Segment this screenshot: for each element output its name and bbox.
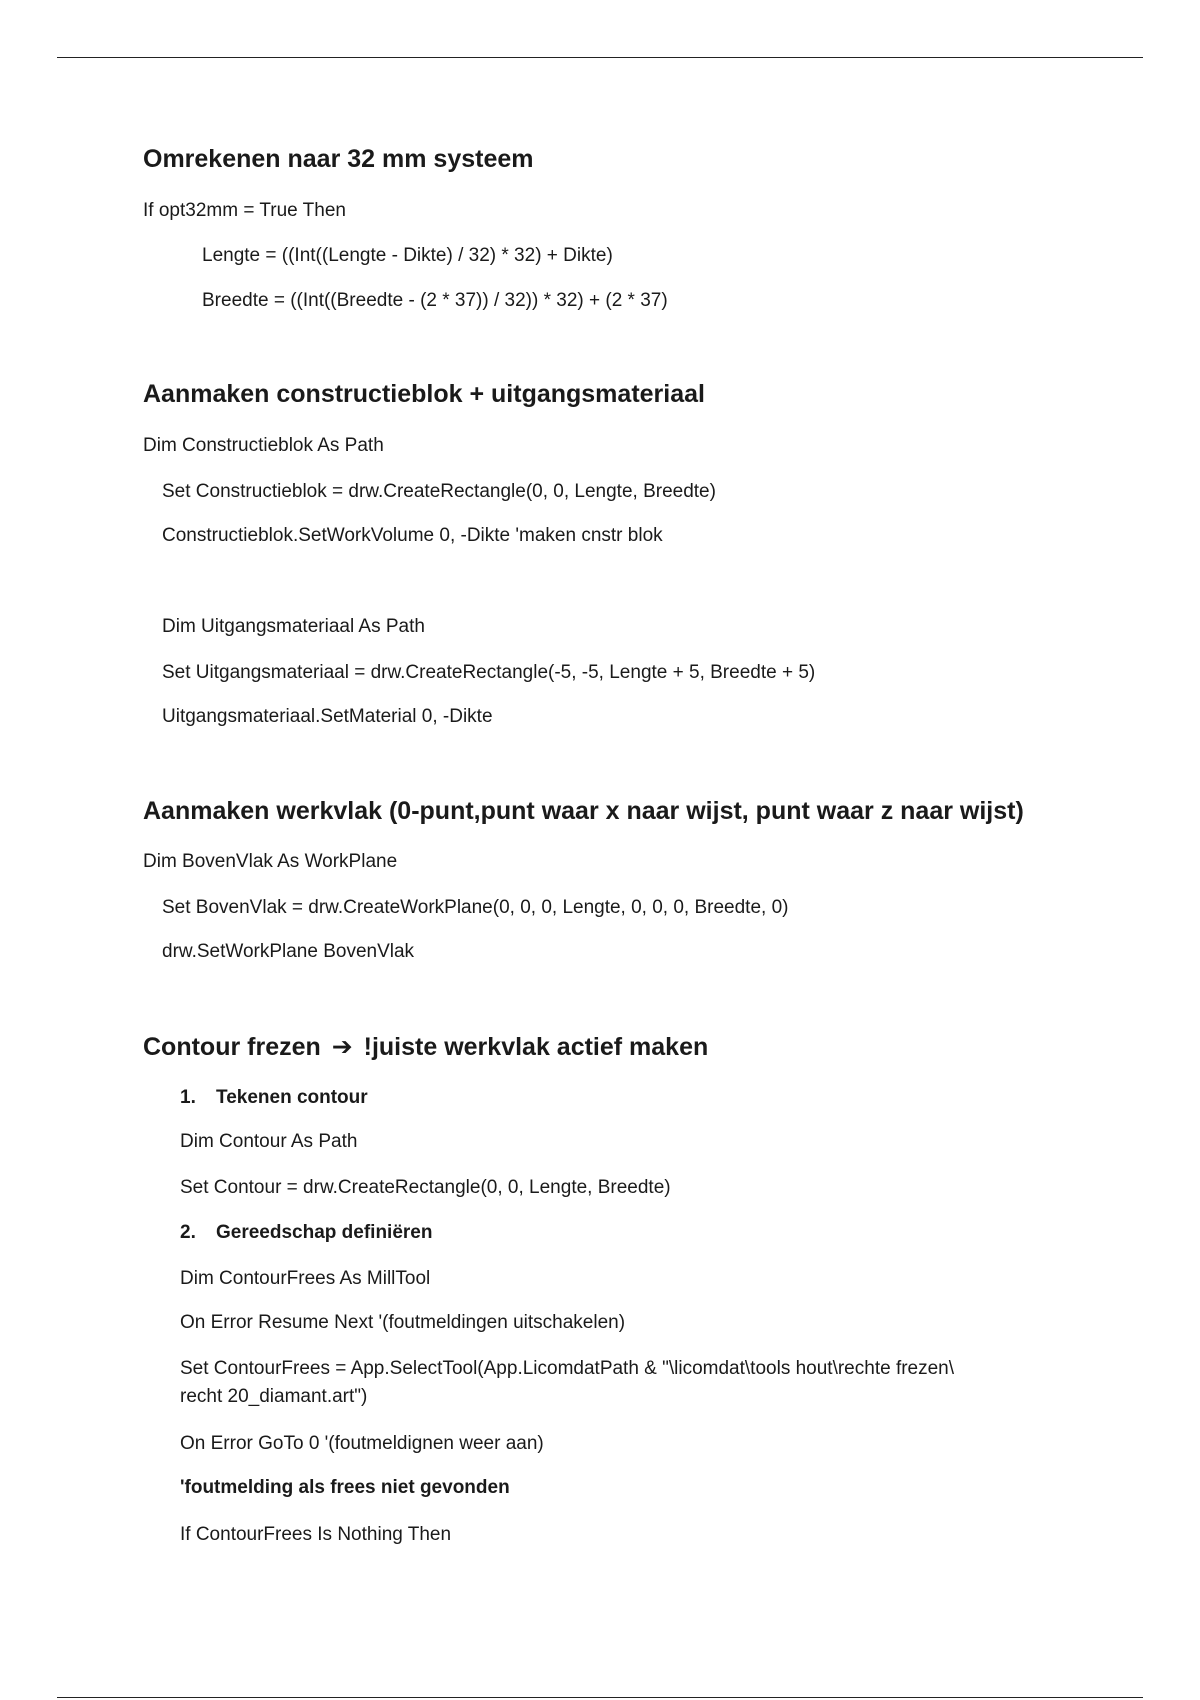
code-line: If opt32mm = True Then — [143, 200, 346, 221]
heading-text-end: !juiste werkvlak actief maken — [363, 1033, 709, 1061]
code-line: Lengte = ((Int((Lengte - Dikte) / 32) * 32) + Dikte) — [202, 245, 613, 266]
code-line: Set BovenVlak = drw.CreateWorkPlane(0, 0, 0, Lengte, 0, 0, 0, Breedte, 0) — [162, 897, 789, 918]
code-line: Constructieblok.SetWorkVolume 0, -Dikte 'maken cnstr blok — [162, 525, 663, 546]
footer-rule — [57, 1697, 1143, 1698]
step-heading-tekenen-contour — [180, 1087, 368, 1109]
step-number: 2. — [180, 1222, 196, 1243]
step-title: Gereedschap definiëren — [216, 1222, 433, 1243]
header-rule — [57, 57, 1143, 58]
code-line: recht 20_diamant.art") — [180, 1386, 368, 1407]
code-line: Dim ContourFrees As MillTool — [180, 1268, 431, 1289]
section-heading-werkvlak: Aanmaken werkvlak (0-punt,punt waar x naar wijst, punt waar z naar wijst) — [143, 797, 1024, 825]
arrow-right-icon: ➔ — [331, 1033, 353, 1061]
code-comment: 'foutmelding als frees niet gevonden — [180, 1477, 510, 1498]
step-number: 1. — [180, 1087, 196, 1108]
section-heading-contour-frezen — [143, 1032, 708, 1062]
code-line: On Error Resume Next '(foutmeldingen uitschakelen) — [180, 1312, 626, 1333]
section-heading-constructieblok: Aanmaken constructieblok + uitgangsmateriaal — [143, 380, 705, 408]
heading-text-start: Contour frezen — [143, 1033, 321, 1061]
code-line: Dim Uitgangsmateriaal As Path — [162, 616, 425, 637]
code-line: Set Uitgangsmateriaal = drw.CreateRectangle(-5, -5, Lengte + 5, Breedte + 5) — [162, 662, 816, 683]
code-line: Dim Contour As Path — [180, 1131, 358, 1152]
code-line: Set ContourFrees = App.SelectTool(App.LicomdatPath & "\licomdat\tools hout\rechte frezen\ — [180, 1358, 955, 1379]
section-heading-omrekenen: Omrekenen naar 32 mm systeem — [143, 145, 534, 173]
code-line: Dim BovenVlak As WorkPlane — [143, 851, 398, 872]
code-line: Set Constructieblok = drw.CreateRectangle(0, 0, Lengte, Breedte) — [162, 481, 716, 502]
code-line: Dim Constructieblok As Path — [143, 435, 384, 456]
code-line: Breedte = ((Int((Breedte - (2 * 37)) / 32)) * 32) + (2 * 37) — [202, 290, 668, 311]
step-title: Tekenen contour — [216, 1087, 368, 1108]
code-line: If ContourFrees Is Nothing Then — [180, 1524, 452, 1545]
step-heading-gereedschap — [180, 1222, 432, 1244]
code-line: On Error GoTo 0 '(foutmeldignen weer aan) — [180, 1433, 544, 1454]
code-line: drw.SetWorkPlane BovenVlak — [162, 941, 415, 962]
code-line: Uitgangsmateriaal.SetMaterial 0, -Dikte — [162, 706, 493, 727]
code-line: Set Contour = drw.CreateRectangle(0, 0, Lengte, Breedte) — [180, 1177, 671, 1198]
